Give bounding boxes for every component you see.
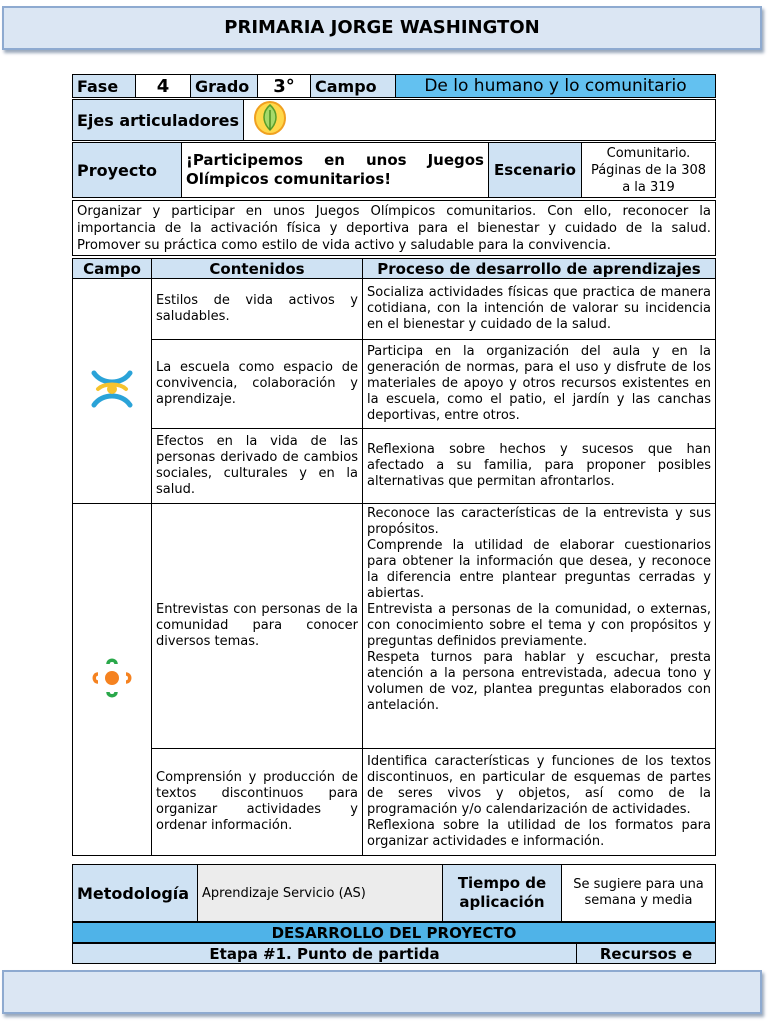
fase-label: Fase: [73, 75, 136, 98]
proceso-3: Reflexiona sobre hechos y sucesos que han afectado a su familia, para proponer posibles alternativas que permitan afrontarlos.: [363, 429, 716, 504]
metodologia-value: Aprendizaje Servicio (AS): [198, 865, 443, 922]
proyecto-table: [72, 142, 716, 198]
lenguajes-icon: [90, 656, 134, 700]
col-contenidos: Contenidos: [152, 259, 363, 279]
contenido-4: Entrevistas con personas de la comunidad para conocer diversos temas.: [152, 504, 363, 749]
proceso-5: Identifica características y funciones de los textos discontinuos, en particular de esquemas de partes de seres vivos y objetos, así como de la programación y/o calendarización de actividades. Reflexiona sobre la utilidad de los formatos para organizar actividades e información.: [363, 749, 716, 856]
ejes-table: [72, 99, 716, 141]
campo-value: De lo humano y lo comunitario: [396, 75, 716, 98]
school-title: PRIMARIA JORGE WASHINGTON: [224, 17, 540, 38]
ejes-icons: [244, 100, 716, 141]
humano-comunitario-icon: [88, 367, 136, 411]
escenario-label: Escenario: [489, 143, 582, 198]
info-table: [72, 74, 716, 98]
campo-icon-cell-1: [73, 279, 152, 504]
escenario-value: Comunitario. Páginas de la 308 a la 319: [582, 143, 716, 198]
proyecto-label: Proyecto: [73, 143, 182, 198]
col-campo: Campo: [73, 259, 152, 279]
desarrollo-title: DESARROLLO DEL PROYECTO: [73, 923, 716, 943]
contenido-3: Efectos en la vida de las personas derivado de cambios sociales, culturales y en la salud.: [152, 429, 363, 504]
tiempo-label: Tiempo de aplicación: [443, 865, 562, 922]
proyecto-value: ¡Participemos en unos Juegos Olímpicos comunitarios!: [182, 143, 489, 198]
footer-bar: [2, 970, 762, 1014]
campo-icon-cell-2: [73, 504, 152, 856]
objective-table: [72, 200, 716, 256]
fase-value: 4: [136, 75, 191, 98]
recursos-title: Recursos e: [577, 944, 716, 964]
ejes-label: Ejes articuladores: [73, 100, 244, 141]
metodologia-label: Metodología: [73, 865, 198, 922]
tiempo-value: Se sugiere para una semana y media: [562, 865, 716, 922]
vida-saludable-icon: [248, 100, 292, 136]
content-table: [72, 258, 716, 856]
metodologia-table: [72, 864, 716, 922]
col-proceso: Proceso de desarrollo de aprendizajes: [363, 259, 716, 279]
etapa-title: Etapa #1. Punto de partida: [73, 944, 577, 964]
contenido-5: Comprensión y producción de textos discontinuos para organizar actividades y ordenar información.: [152, 749, 363, 856]
objective-text: Organizar y participar en unos Juegos Olímpicos comunitarios. Con ello, reconocer la importancia de la activación física y deportiva para el bienestar y cuidado de la salud. Promover su práctica como estilo de vida activo y saludable para la convivencia.: [73, 201, 716, 256]
grado-value: 3°: [258, 75, 311, 98]
etapa-table: [72, 943, 716, 964]
proceso-2: Participa en la organización del aula y en la generación de normas, para el uso y disfrute de los materiales de apoyo y otros recursos existentes en la escuela, como el patio, el jardín y las canchas deportivas, entre otros.: [363, 340, 716, 429]
grado-label: Grado: [191, 75, 258, 98]
contenido-1: Estilos de vida activos y saludables.: [152, 279, 363, 340]
desarrollo-table: [72, 922, 716, 943]
contenido-2: La escuela como espacio de convivencia, colaboración y aprendizaje.: [152, 340, 363, 429]
campo-label: Campo: [311, 75, 396, 98]
header-bar: [2, 6, 762, 50]
proceso-1: Socializa actividades físicas que practica de manera cotidiana, con la intención de valorar su incidencia en el bienestar y cuidado de la salud.: [363, 279, 716, 340]
proceso-4: Reconoce las características de la entrevista y sus propósitos. Comprende la utilidad de elaborar cuestionarios para obtener la información que desea, y reconoce la diferencia entre plantear preguntas cerradas y abiertas. Entrevista a personas de la comunidad, o externas, con conocimiento sobre el tema y con propósitos y preguntas definidos previamente. Respeta turnos para hablar y escuchar, presta atención a la persona entrevistada, adecua tono y volumen de voz, plantea preguntas elaborados con antelación.: [363, 504, 716, 749]
